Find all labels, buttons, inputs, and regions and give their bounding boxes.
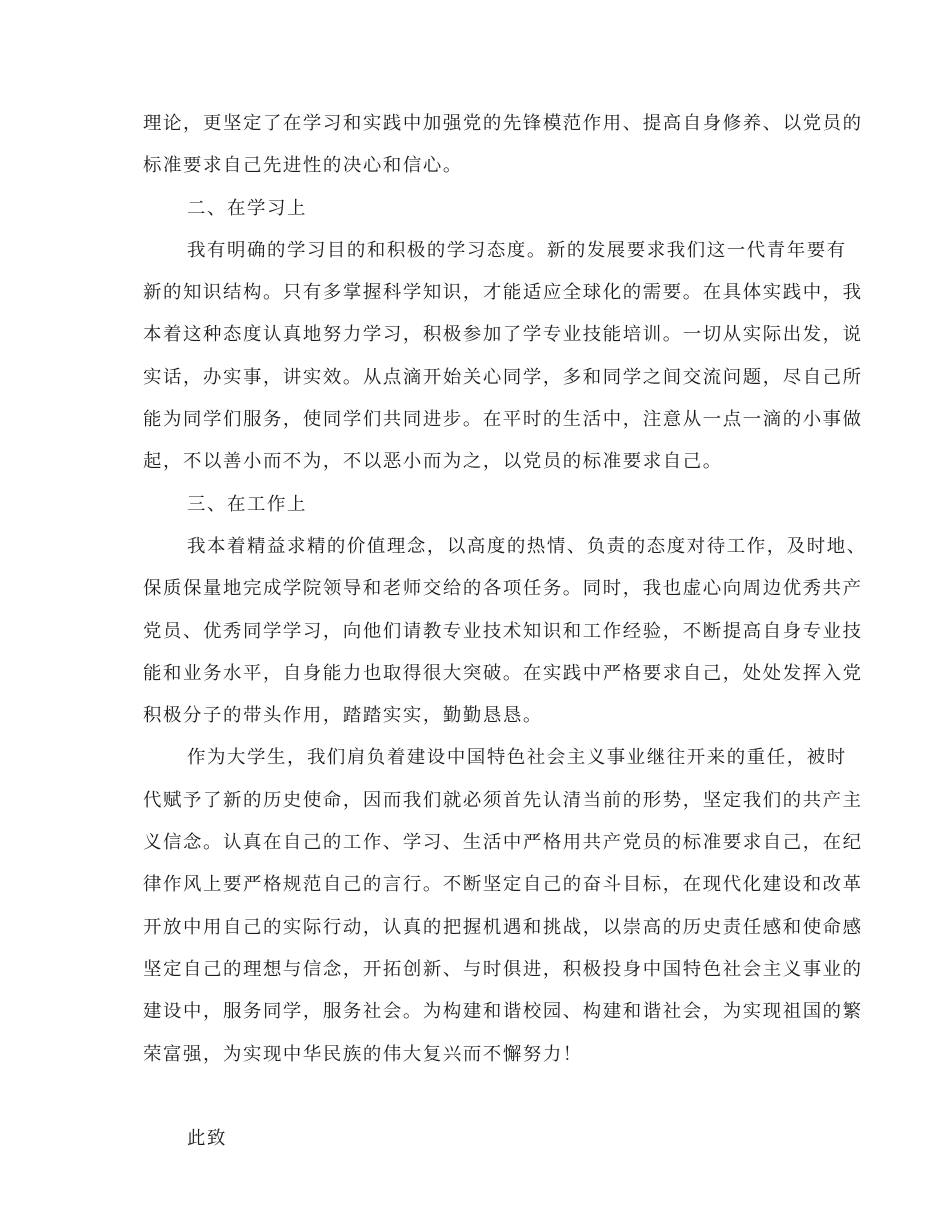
text-line: 实话，办实事，讲实效。从点滴开始关心同学，多和同学之间交流问题，尽自己所: [143, 366, 863, 388]
text-line: 律作风上要严格规范自己的言行。不断坚定自己的奋斗目标，在现代化建设和改革: [143, 874, 863, 896]
text-line: [143, 1076, 813, 1118]
text-line: 开放中用自己的实际行动，认真的把握机遇和挑战，以崇高的历史责任感和使命感: [143, 916, 863, 938]
text-line: 坚定自己的理想与信念，开拓创新、与时俱进，积极投身中国特色社会主义事业的: [143, 958, 863, 980]
text-line: 我有明确的学习目的和积极的学习态度。新的发展要求我们这一代青年要有: [187, 239, 847, 261]
text-line: 起，不以善小而不为，不以恶小而为之，以党员的标准要求自己。: [143, 451, 723, 473]
text-line: 理论，更坚定了在学习和实践中加强党的先锋模范作用、提高自身修养、以党员的: [143, 113, 863, 134]
document-body: [143, 103, 867, 1160]
text-line: 我本着精益求精的价值理念，以高度的热情、负责的态度对待工作，及时地、: [187, 535, 867, 557]
text-line: 能和业务水平，自身能力也取得很大突破。在实践中严格要求自己，处处发挥入党: [143, 662, 863, 684]
text-line: 此致: [187, 1128, 227, 1150]
text-line: 建设中，服务同学，服务社会。为构建和谐校园、构建和谐社会，为实现祖国的繁: [143, 1001, 863, 1023]
text-line: 保质保量地完成学院领导和老师交给的各项任务。同时，我也虚心向周边优秀共产: [143, 578, 863, 600]
text-line: 标准要求自己先进性的决心和信心。: [143, 155, 463, 177]
text-line: 代赋予了新的历史使命，因而我们就必须首先认清当前的形势，坚定我们的共产主: [143, 789, 863, 811]
text-line: 能为同学们服务，使同学们共同进步。在平时的生活中，注意从一点一滴的小事做: [143, 409, 863, 431]
text-line: 义信念。认真在自己的工作、学习、生活中严格用共产党员的标准要求自己，在纪: [143, 832, 863, 854]
text-line: 二、在学习上: [187, 197, 307, 219]
text-line: 本着这种态度认真地努力学习，积极参加了学专业技能培训。一切从实际出发，说: [143, 324, 863, 346]
text-line: 三、在工作上: [187, 493, 307, 515]
text-line: 作为大学生，我们肩负着建设中国特色社会主义事业继往开来的重任，被时: [187, 747, 847, 769]
text-line: 荣富强，为实现中华民族的伟大复兴而不懈努力！: [143, 1043, 583, 1065]
text-line: 党员、优秀同学学习，向他们请教专业技术知识和工作经验，不断提高自身专业技: [143, 620, 863, 642]
text-line: 新的知识结构。只有多掌握科学知识，才能适应全球化的需要。在具体实践中，我: [143, 282, 863, 304]
text-line: 积极分子的带头作用，踏踏实实，勤勤恳恳。: [143, 705, 543, 727]
